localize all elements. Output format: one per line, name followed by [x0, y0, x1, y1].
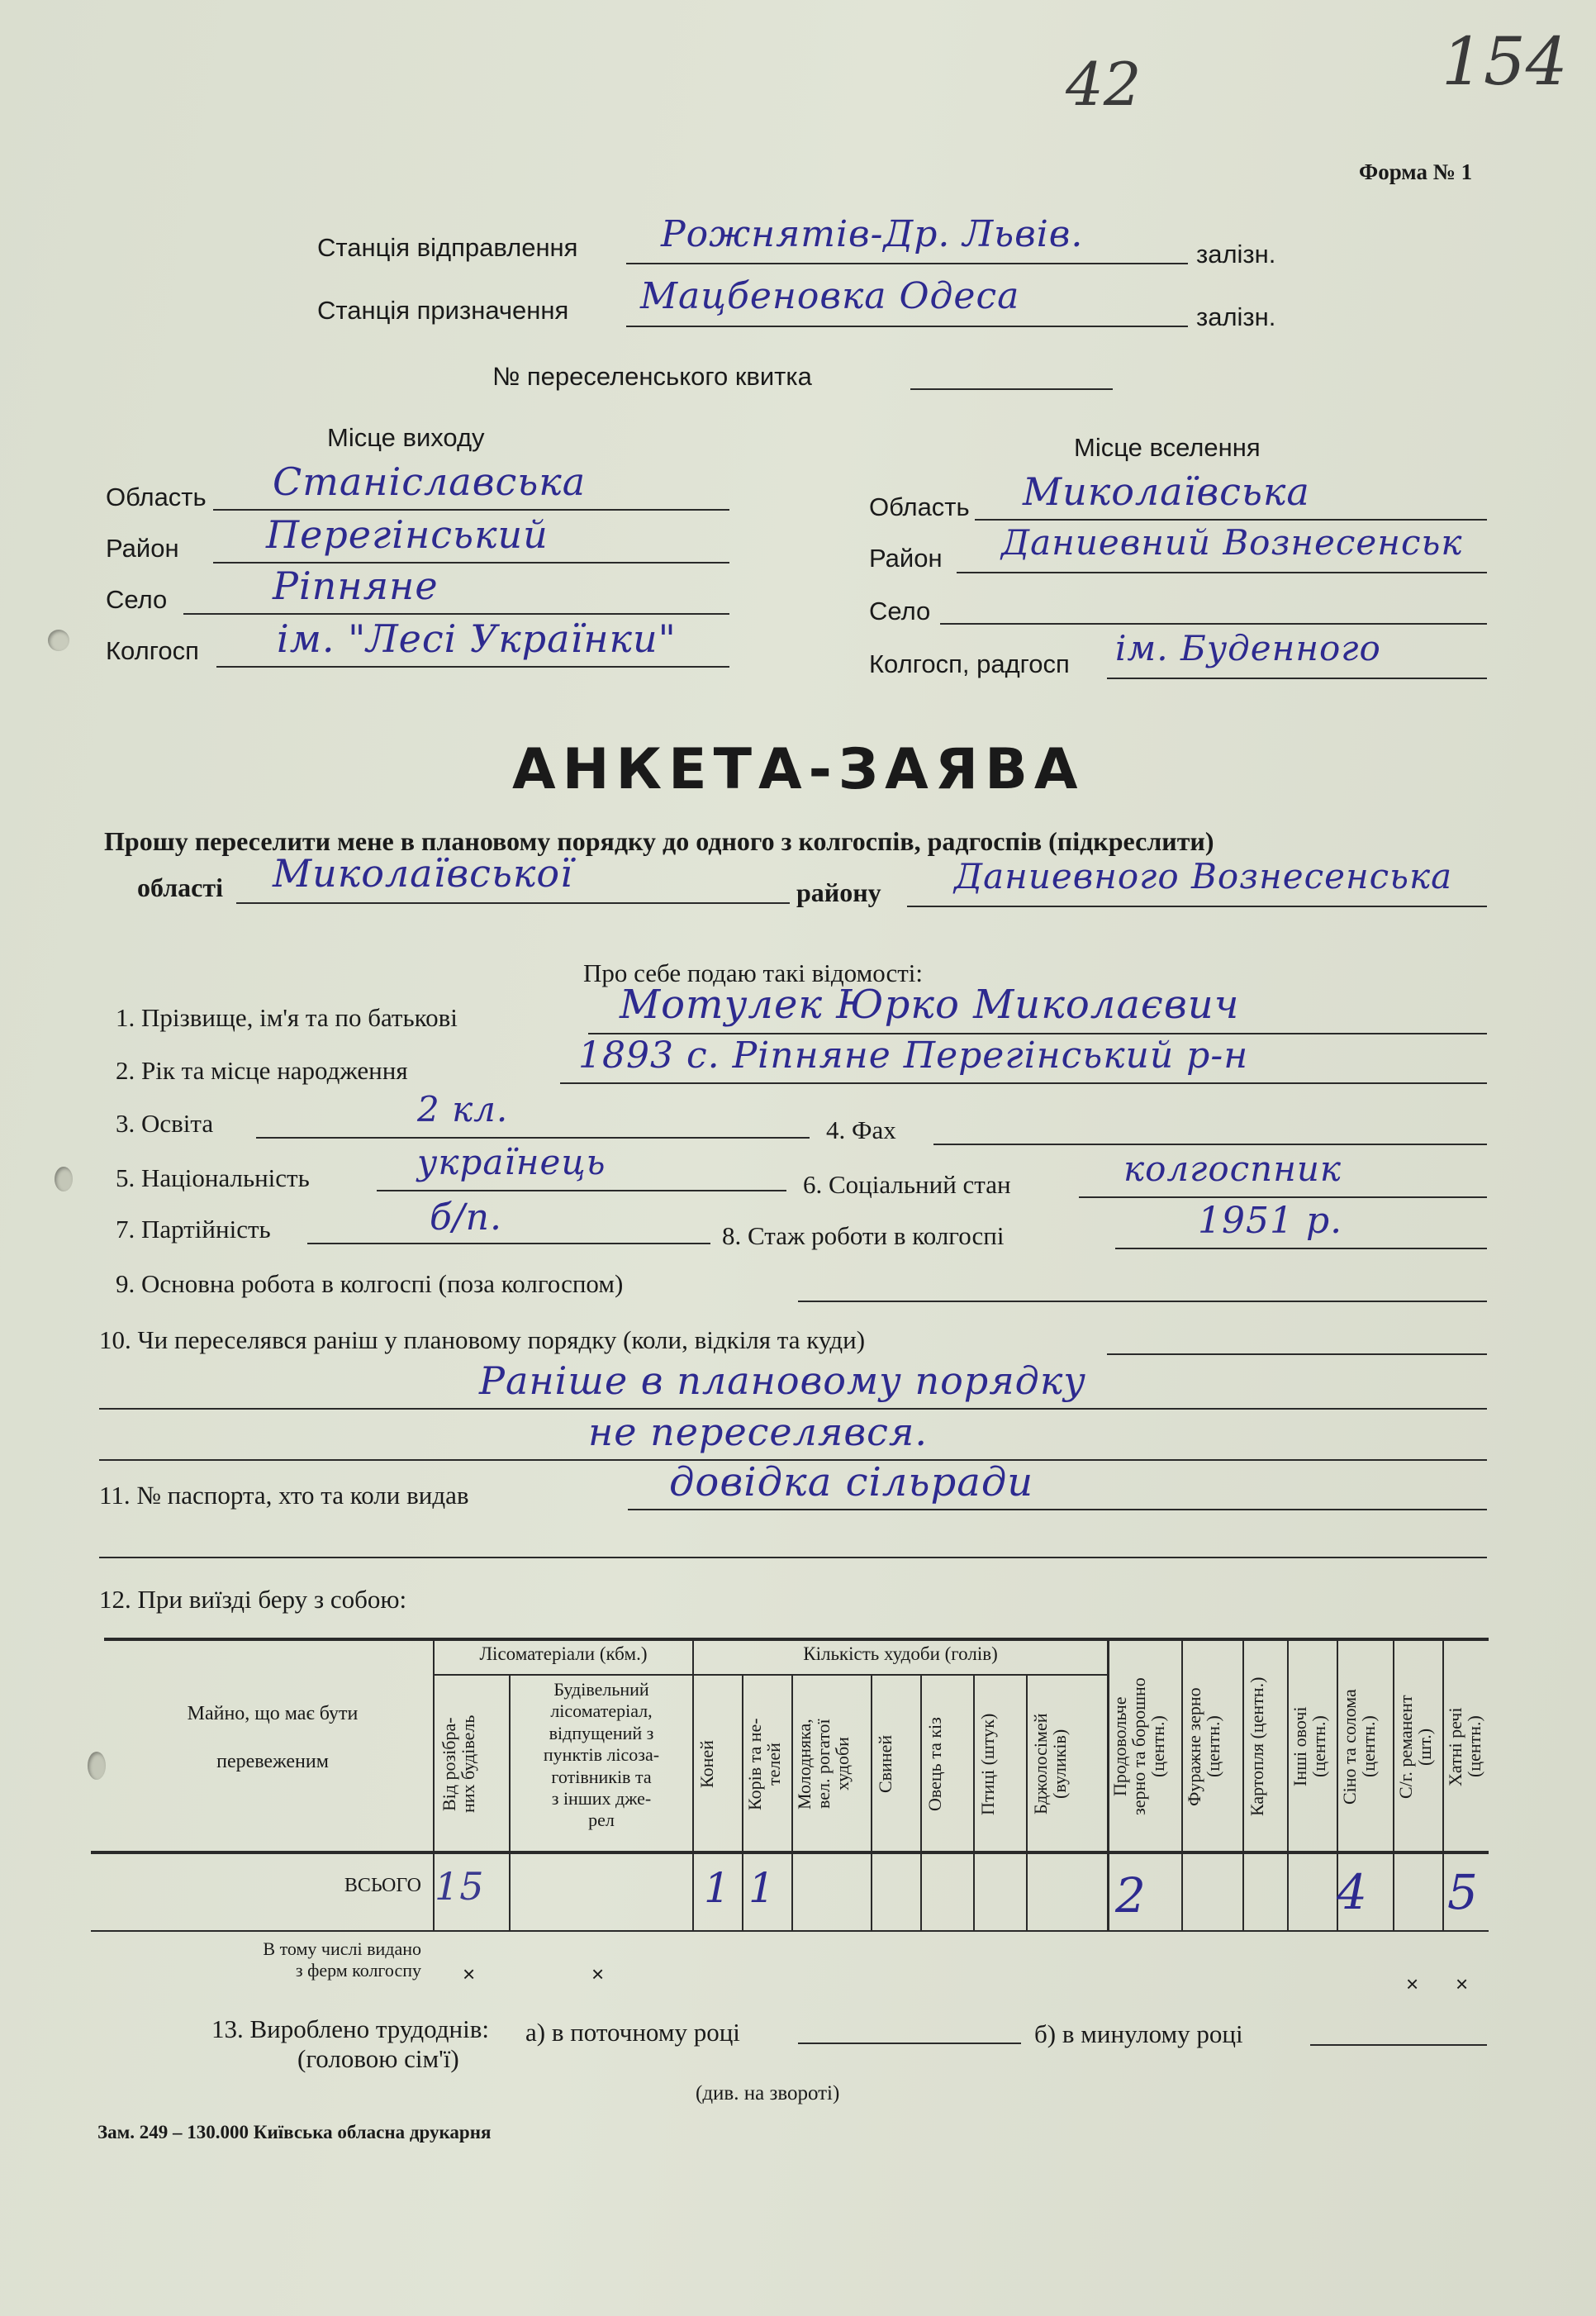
col-cows-header: Корів та не- телей [744, 1718, 785, 1810]
origin-raion-label: Район [106, 534, 179, 563]
form-label: Форма № 1 [1359, 159, 1473, 184]
field-1-label: 1. Прізвище, ім'я та по батькові [116, 1003, 458, 1032]
workdays-label: 13. Вироблено трудоднів: [211, 2014, 490, 2043]
field-10-label: 10. Чи переселявся раніш у плановому порядку (коли, відкіля та куди) [99, 1325, 866, 1354]
archive-number: 42 [1066, 50, 1142, 119]
printer-imprint: Зам. 249 – 130.000 Київська обласна друкарня [97, 2122, 492, 2142]
origin-title: Місце виходу [327, 423, 485, 452]
origin-kolhosp-label: Колгосп [106, 636, 199, 665]
field-1-value: Мотулек Юрко Миколаєвич [620, 982, 1240, 1028]
col-property-header: Майно, що має бути перевеженим [187, 1703, 359, 1772]
field-5-label: 5. Національність [116, 1163, 310, 1192]
group-timber-header: Лісоматеріали (кбм.) [479, 1643, 648, 1664]
binding-hole-bottom [88, 1752, 106, 1780]
dest-raion-value: Даниевний Вознесенськ [1001, 522, 1463, 563]
field-3-value: 2 кл. [417, 1089, 509, 1129]
total-horses: 1 [704, 1864, 731, 1912]
col-vegetables-header: Інші овочі (центн.) [1290, 1706, 1330, 1787]
workdays-sublabel: (головою сім'ї) [297, 2044, 459, 2073]
col-birds-header: Птиці (штук) [977, 1713, 998, 1815]
request-raion-value: Даниевного Вознесенська [954, 856, 1453, 896]
cross-mark-timber: × [591, 1962, 605, 1986]
destination-value: Мацбеновка Одеса [640, 275, 1020, 317]
field-9-label: 9. Основна робота в колгоспі (поза колгоспом) [116, 1269, 624, 1298]
row-farms-label: В тому числі видано з ферм колгоспу [263, 1938, 421, 1981]
dest-raion-label: Район [869, 544, 943, 573]
origin-raion-value: Перегінський [266, 512, 549, 557]
field-6-label: 6. Соціальний стан [803, 1170, 1011, 1199]
col-building-timber-header: Будівельний лісоматеріал, відпущений з пунктів лісоза- готівників та з інших дже- рел [543, 1679, 660, 1831]
workdays-current-label: а) в поточному році [525, 2018, 740, 2047]
cross-mark-household: × [1456, 1971, 1469, 1996]
col-food-header: Продовольче зерно та борошно (центн.) [1109, 1677, 1169, 1816]
dest-selo-label: Село [869, 597, 931, 625]
field-2-label: 2. Рік та місце народження [116, 1056, 408, 1085]
field-4-label: 4. Фах [826, 1115, 896, 1144]
departure-label: Станція відправлення [317, 233, 578, 262]
dest-oblast-value: Миколаївська [1023, 469, 1310, 514]
origin-selo-value: Ріпняне [273, 564, 439, 608]
total-cows: 1 [748, 1864, 776, 1912]
group-cattle-header: Кількість худоби (голів) [803, 1643, 998, 1664]
dest-title: Місце вселення [1074, 433, 1261, 462]
col-household-header: Хатні речі (центн.) [1445, 1707, 1485, 1786]
col-sheep-header: Овець та кіз [924, 1717, 945, 1811]
see-back-note: (див. на звороті) [696, 2082, 840, 2104]
field-7-value: б/п. [430, 1196, 503, 1239]
col-young-header: Молодняка, вел. рогатої худоби [794, 1719, 853, 1810]
dest-kolhosp-label: Колгосп, радгосп [869, 649, 1070, 678]
field-5-value: українець [417, 1142, 606, 1182]
origin-oblast-value: Станіславська [273, 459, 587, 504]
binding-hole-top [48, 630, 69, 651]
total-household: 5 [1447, 1864, 1479, 1920]
workdays-previous-label: б) в минулому році [1034, 2019, 1243, 2048]
col-horses-header: Коней [696, 1740, 717, 1788]
cross-mark-dismantled: × [463, 1962, 476, 1986]
destination-label: Станція призначення [317, 296, 569, 325]
origin-oblast-label: Область [106, 483, 207, 511]
departure-value: Рожнятів-Др. Львів. [661, 213, 1084, 255]
field-8-label: 8. Стаж роботи в колгоспі [722, 1221, 1005, 1250]
request-oblast-label: області [137, 873, 223, 902]
origin-selo-label: Село [106, 585, 168, 614]
request-oblast-value: Миколаївської [273, 851, 573, 896]
field-7-label: 7. Партійність [116, 1215, 271, 1244]
total-dismantled: 15 [435, 1864, 485, 1909]
col-pigs-header: Свиней [875, 1734, 895, 1794]
col-bees-header: Бджолосімей (вуликів) [1030, 1713, 1071, 1815]
binding-hole-middle [55, 1167, 73, 1191]
request-raion-label: району [796, 877, 881, 907]
field-12-label: 12. При виїзді беру з собою: [99, 1585, 407, 1614]
field-2-value: 1893 с. Ріпняне Перегінський р-н [578, 1034, 1249, 1077]
departure-suffix: залізн. [1196, 240, 1276, 269]
row-total-label: ВСЬОГО [344, 1875, 421, 1896]
field-8-value: 1951 р. [1198, 1200, 1343, 1242]
total-hay: 4 [1337, 1864, 1368, 1920]
cross-mark-tools: × [1406, 1971, 1419, 1996]
intro-text: Про себе подаю такі відомості: [583, 958, 924, 987]
col-dismantled-header: Від розібра- них будівель [439, 1714, 479, 1814]
field-10-value-1: Раніше в плановому порядку [479, 1358, 1086, 1403]
origin-kolhosp-value: ім. "Лесі Українки" [277, 616, 677, 661]
col-tools-header: С/г. реманент (шт.) [1395, 1695, 1436, 1799]
field-3-label: 3. Освіта [116, 1109, 214, 1138]
ticket-label: № переселенського квитка [492, 362, 812, 391]
col-fodder-header: Фуражне зерно (центн.) [1184, 1687, 1224, 1806]
total-food: 2 [1115, 1867, 1147, 1924]
col-hay-header: Сіно та солома (центн.) [1339, 1689, 1380, 1805]
field-11-label: 11. № паспорта, хто та коли видав [99, 1481, 469, 1510]
request-line: Прошу переселити мене в плановому порядку до одного з колгоспів, радгоспів (підкреслити) [104, 826, 1214, 856]
dest-oblast-label: Область [869, 492, 970, 521]
field-6-value: колгоспник [1123, 1148, 1342, 1189]
col-potatoes-header: Картопля (центн.) [1247, 1676, 1267, 1817]
form-title: АНКЕТА-ЗАЯВА [512, 737, 1085, 802]
field-11-value: довідка сільради [669, 1459, 1034, 1505]
destination-suffix: залізн. [1196, 302, 1276, 331]
dest-kolhosp-value: ім. Буденного [1115, 628, 1381, 668]
field-10-value-2: не переселявся. [588, 1410, 929, 1454]
page-number: 154 [1442, 23, 1568, 100]
